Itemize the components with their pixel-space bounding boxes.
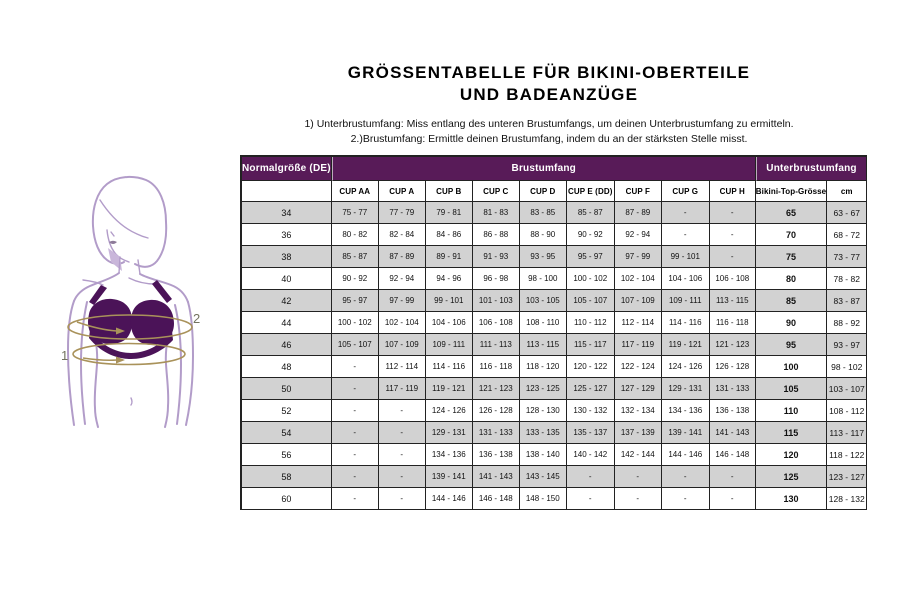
cup-range-cell: - xyxy=(332,444,379,466)
neck-right-line xyxy=(138,260,140,274)
left-arm-inner xyxy=(81,302,87,424)
cup-range-cell: - xyxy=(567,466,615,488)
cup-range-cell: 146 - 148 xyxy=(473,488,520,510)
column-header-cell: CUP B xyxy=(426,181,473,202)
table-row xyxy=(242,312,867,334)
cup-range-cell: 124 - 126 xyxy=(662,356,710,378)
cm-cell: 113 - 117 xyxy=(827,422,867,444)
cup-range-cell: - xyxy=(710,202,756,224)
cup-range-cell: - xyxy=(662,466,710,488)
cup-range-cell: 90 - 92 xyxy=(332,268,379,290)
cup-range-cell: 123 - 125 xyxy=(520,378,567,400)
cup-range-cell: 95 - 97 xyxy=(332,290,379,312)
cm-cell: 103 - 107 xyxy=(827,378,867,400)
size-cell: 58 xyxy=(242,466,332,488)
cm-cell: 118 - 122 xyxy=(827,444,867,466)
page-header xyxy=(240,62,858,106)
cup-range-cell: 129 - 131 xyxy=(426,422,473,444)
cm-cell: 108 - 112 xyxy=(827,400,867,422)
cup-range-cell: - xyxy=(379,422,426,444)
bikini-top-cell: 105 xyxy=(756,378,827,400)
cup-range-cell: 141 - 143 xyxy=(473,466,520,488)
cup-range-cell: 85 - 87 xyxy=(567,202,615,224)
cm-cell: 93 - 97 xyxy=(827,334,867,356)
left-arm-outer xyxy=(68,301,74,425)
cup-range-cell: 92 - 94 xyxy=(615,224,662,246)
size-cell: 60 xyxy=(242,488,332,510)
size-cell: 50 xyxy=(242,378,332,400)
cup-range-cell: - xyxy=(710,488,756,510)
cup-range-cell: - xyxy=(710,246,756,268)
size-chart-table xyxy=(240,155,867,510)
cup-range-cell: 90 - 92 xyxy=(567,224,615,246)
size-cell: 56 xyxy=(242,444,332,466)
size-cell: 36 xyxy=(242,224,332,246)
cup-range-cell: 111 - 113 xyxy=(473,334,520,356)
cup-range-cell: 116 - 118 xyxy=(710,312,756,334)
cup-range-cell: 79 - 81 xyxy=(426,202,473,224)
cup-range-cell: 139 - 141 xyxy=(662,422,710,444)
cm-cell: 98 - 102 xyxy=(827,356,867,378)
cup-range-cell: 88 - 90 xyxy=(520,224,567,246)
bikini-top-cell: 90 xyxy=(756,312,827,334)
cup-range-cell: 134 - 136 xyxy=(662,400,710,422)
cup-range-cell: 80 - 82 xyxy=(332,224,379,246)
cup-header-row xyxy=(242,181,867,202)
cup-range-cell: 141 - 143 xyxy=(710,422,756,444)
cup-range-cell: 119 - 121 xyxy=(426,378,473,400)
table-row xyxy=(242,246,867,268)
cup-range-cell: 82 - 84 xyxy=(379,224,426,246)
cup-range-cell: 81 - 83 xyxy=(473,202,520,224)
bust-tape-label: 2 xyxy=(193,311,201,326)
group-header-row xyxy=(242,157,867,181)
cup-range-cell: 101 - 103 xyxy=(473,290,520,312)
table-row xyxy=(242,466,867,488)
cup-range-cell: 143 - 145 xyxy=(520,466,567,488)
cup-range-cell: 119 - 121 xyxy=(662,334,710,356)
cup-range-cell: 110 - 112 xyxy=(567,312,615,334)
cup-range-cell: - xyxy=(379,466,426,488)
cup-range-cell: - xyxy=(332,466,379,488)
table-row xyxy=(242,202,867,224)
cup-range-cell: 86 - 88 xyxy=(473,224,520,246)
underbust-tape-label: 1 xyxy=(61,348,69,363)
size-cell: 40 xyxy=(242,268,332,290)
table-row xyxy=(242,334,867,356)
cup-range-cell: - xyxy=(710,224,756,246)
cup-range-cell: 136 - 138 xyxy=(710,400,756,422)
cup-range-cell: 139 - 141 xyxy=(426,466,473,488)
cup-range-cell: 99 - 101 xyxy=(662,246,710,268)
cup-range-cell: 124 - 126 xyxy=(426,400,473,422)
cup-range-cell: 127 - 129 xyxy=(615,378,662,400)
cup-range-cell: 133 - 135 xyxy=(520,422,567,444)
cup-range-cell: 122 - 124 xyxy=(615,356,662,378)
underbust-tape-arrow-line xyxy=(83,358,117,360)
cup-range-cell: 121 - 123 xyxy=(710,334,756,356)
cup-range-cell: 99 - 101 xyxy=(426,290,473,312)
cup-range-cell: 125 - 127 xyxy=(567,378,615,400)
header-unterbrustumfang: Unterbrustumfang xyxy=(756,157,867,181)
cup-range-cell: 135 - 137 xyxy=(567,422,615,444)
cup-range-cell: 75 - 77 xyxy=(332,202,379,224)
cup-range-cell: 115 - 117 xyxy=(567,334,615,356)
cup-range-cell: 126 - 128 xyxy=(710,356,756,378)
column-header-cell: CUP E (DD) xyxy=(567,181,615,202)
cup-range-cell: 107 - 109 xyxy=(615,290,662,312)
table-row xyxy=(242,444,867,466)
bikini-top-cell: 95 xyxy=(756,334,827,356)
table-row xyxy=(242,224,867,246)
woman-torso-figure xyxy=(45,172,235,430)
cup-range-cell: 134 - 136 xyxy=(426,444,473,466)
cup-range-cell: 109 - 111 xyxy=(426,334,473,356)
instruction-underbust: 1) Unterbrustumfang: Miss entlang des unteren Brustumfangs, um deinen Unterbrustumfang zu ermitteln. xyxy=(304,118,794,130)
bikini-top-cell: 80 xyxy=(756,268,827,290)
cup-range-cell: - xyxy=(567,488,615,510)
cup-range-cell: 128 - 130 xyxy=(520,400,567,422)
cup-range-cell: 112 - 114 xyxy=(615,312,662,334)
cup-range-cell: 137 - 139 xyxy=(615,422,662,444)
cup-range-cell: 100 - 102 xyxy=(567,268,615,290)
cup-range-cell: 94 - 96 xyxy=(426,268,473,290)
cm-cell: 123 - 127 xyxy=(827,466,867,488)
size-cell: 42 xyxy=(242,290,332,312)
cup-range-cell: - xyxy=(332,488,379,510)
cup-range-cell: 132 - 134 xyxy=(615,400,662,422)
cup-range-cell: 131 - 133 xyxy=(710,378,756,400)
cup-range-cell: 87 - 89 xyxy=(379,246,426,268)
cm-cell: 78 - 82 xyxy=(827,268,867,290)
cup-range-cell: 104 - 106 xyxy=(426,312,473,334)
hair-outline xyxy=(93,177,166,267)
bikini-top-cell: 70 xyxy=(756,224,827,246)
cup-range-cell: 117 - 119 xyxy=(379,378,426,400)
cup-range-cell: 95 - 97 xyxy=(567,246,615,268)
cm-cell: 68 - 72 xyxy=(827,224,867,246)
cup-range-cell: 91 - 93 xyxy=(473,246,520,268)
cup-range-cell: - xyxy=(332,422,379,444)
header-cell-empty xyxy=(242,181,332,202)
cup-range-cell: 77 - 79 xyxy=(379,202,426,224)
size-cell: 38 xyxy=(242,246,332,268)
cup-range-cell: 112 - 114 xyxy=(379,356,426,378)
header-brustumfang: Brustumfang xyxy=(332,157,756,181)
size-cell: 44 xyxy=(242,312,332,334)
size-table-body xyxy=(242,202,867,510)
cup-range-cell: 108 - 110 xyxy=(520,312,567,334)
column-header-cell: Bikini-Top-Grösse xyxy=(756,181,827,202)
cup-range-cell: 106 - 108 xyxy=(710,268,756,290)
cup-range-cell: 113 - 115 xyxy=(710,290,756,312)
cm-cell: 83 - 87 xyxy=(827,290,867,312)
cup-range-cell: - xyxy=(379,444,426,466)
cup-range-cell: - xyxy=(615,466,662,488)
cup-range-cell: 140 - 142 xyxy=(567,444,615,466)
cup-range-cell: 148 - 150 xyxy=(520,488,567,510)
cup-range-cell: - xyxy=(662,202,710,224)
right-arm-inner xyxy=(175,305,181,424)
cup-range-cell: 118 - 120 xyxy=(520,356,567,378)
cup-range-cell: 129 - 131 xyxy=(662,378,710,400)
cm-cell: 73 - 77 xyxy=(827,246,867,268)
cup-range-cell: 121 - 123 xyxy=(473,378,520,400)
cup-range-cell: 144 - 146 xyxy=(662,444,710,466)
column-header-cell: CUP F xyxy=(615,181,662,202)
page-title-line1: GRÖSSENTABELLE FÜR BIKINI-OBERTEILE xyxy=(347,63,751,82)
cup-range-cell: 146 - 148 xyxy=(710,444,756,466)
bikini-top-cell: 115 xyxy=(756,422,827,444)
cup-range-cell: 97 - 99 xyxy=(379,290,426,312)
bikini-top-cell: 125 xyxy=(756,466,827,488)
cup-range-cell: - xyxy=(332,400,379,422)
measure-instructions xyxy=(190,117,900,147)
cup-range-cell: 92 - 94 xyxy=(379,268,426,290)
column-header-cell: CUP G xyxy=(662,181,710,202)
column-header-cell: CUP C xyxy=(473,181,520,202)
cup-range-cell: 93 - 95 xyxy=(520,246,567,268)
cup-range-cell: - xyxy=(379,488,426,510)
cm-cell: 88 - 92 xyxy=(827,312,867,334)
column-header-cell: CUP D xyxy=(520,181,567,202)
table-row xyxy=(242,290,867,312)
page-title xyxy=(240,62,858,106)
bikini-top-cell: 110 xyxy=(756,400,827,422)
cup-range-cell: 104 - 106 xyxy=(662,268,710,290)
cup-range-cell: 144 - 146 xyxy=(426,488,473,510)
cup-range-cell: 116 - 118 xyxy=(473,356,520,378)
cm-cell: 128 - 132 xyxy=(827,488,867,510)
right-arm-outer xyxy=(186,302,193,425)
cup-range-cell: 136 - 138 xyxy=(473,444,520,466)
table-row xyxy=(242,378,867,400)
cup-range-cell: - xyxy=(710,466,756,488)
size-cell: 48 xyxy=(242,356,332,378)
cm-cell: 63 - 67 xyxy=(827,202,867,224)
instruction-bust: 2.)Brustumfang: Ermittle deinen Brustumfang, indem du an der stärksten Stelle misst. xyxy=(350,133,748,146)
cup-range-cell: 85 - 87 xyxy=(332,246,379,268)
size-cell: 52 xyxy=(242,400,332,422)
cup-range-cell: 138 - 140 xyxy=(520,444,567,466)
cup-range-cell: 96 - 98 xyxy=(473,268,520,290)
nose-line xyxy=(111,232,114,236)
cup-range-cell: 114 - 116 xyxy=(662,312,710,334)
table-row xyxy=(242,400,867,422)
cup-range-cell: 98 - 100 xyxy=(520,268,567,290)
cup-range-cell: - xyxy=(332,378,379,400)
cup-range-cell: 131 - 133 xyxy=(473,422,520,444)
cup-range-cell: 107 - 109 xyxy=(379,334,426,356)
neck-left-line xyxy=(119,257,120,273)
bikini-top-cell: 100 xyxy=(756,356,827,378)
table-row xyxy=(242,268,867,290)
size-cell: 34 xyxy=(242,202,332,224)
cup-range-cell: 102 - 104 xyxy=(615,268,662,290)
cup-range-cell: 87 - 89 xyxy=(615,202,662,224)
bikini-top-cell: 85 xyxy=(756,290,827,312)
cup-range-cell: 130 - 132 xyxy=(567,400,615,422)
size-cell: 46 xyxy=(242,334,332,356)
cup-range-cell: 105 - 107 xyxy=(567,290,615,312)
navel-line xyxy=(131,398,132,405)
column-header-cell: CUP H xyxy=(710,181,756,202)
bikini-top-cell: 65 xyxy=(756,202,827,224)
cup-range-cell: 83 - 85 xyxy=(520,202,567,224)
header-normalgroesse: Normalgröße (DE) xyxy=(242,157,332,181)
cup-range-cell: - xyxy=(615,488,662,510)
cup-range-cell: 84 - 86 xyxy=(426,224,473,246)
cup-range-cell: 114 - 116 xyxy=(426,356,473,378)
cup-range-cell: 109 - 111 xyxy=(662,290,710,312)
cup-range-cell: 97 - 99 xyxy=(615,246,662,268)
cup-range-cell: - xyxy=(379,400,426,422)
bikini-top-cell: 75 xyxy=(756,246,827,268)
table-row xyxy=(242,488,867,510)
cup-range-cell: 106 - 108 xyxy=(473,312,520,334)
cup-range-cell: 117 - 119 xyxy=(615,334,662,356)
bikini-top-cell: 120 xyxy=(756,444,827,466)
column-header-cell: cm xyxy=(827,181,867,202)
bikini-top-cell: 130 xyxy=(756,488,827,510)
column-header-cell: CUP A xyxy=(379,181,426,202)
cup-range-cell: 120 - 122 xyxy=(567,356,615,378)
page-title-line2: UND BADEANZÜGE xyxy=(459,85,639,105)
cup-range-cell: - xyxy=(662,488,710,510)
cup-range-cell: - xyxy=(662,224,710,246)
cup-range-cell: - xyxy=(332,356,379,378)
measurement-illustration xyxy=(45,172,235,430)
cup-range-cell: 103 - 105 xyxy=(520,290,567,312)
table-row xyxy=(242,356,867,378)
cup-range-cell: 126 - 128 xyxy=(473,400,520,422)
cup-range-cell: 105 - 107 xyxy=(332,334,379,356)
cup-range-cell: 113 - 115 xyxy=(520,334,567,356)
table-row xyxy=(242,422,867,444)
cup-range-cell: 100 - 102 xyxy=(332,312,379,334)
cup-range-cell: 89 - 91 xyxy=(426,246,473,268)
cup-range-cell: 102 - 104 xyxy=(379,312,426,334)
size-cell: 54 xyxy=(242,422,332,444)
column-header-cell: CUP AA xyxy=(332,181,379,202)
cup-range-cell: 142 - 144 xyxy=(615,444,662,466)
